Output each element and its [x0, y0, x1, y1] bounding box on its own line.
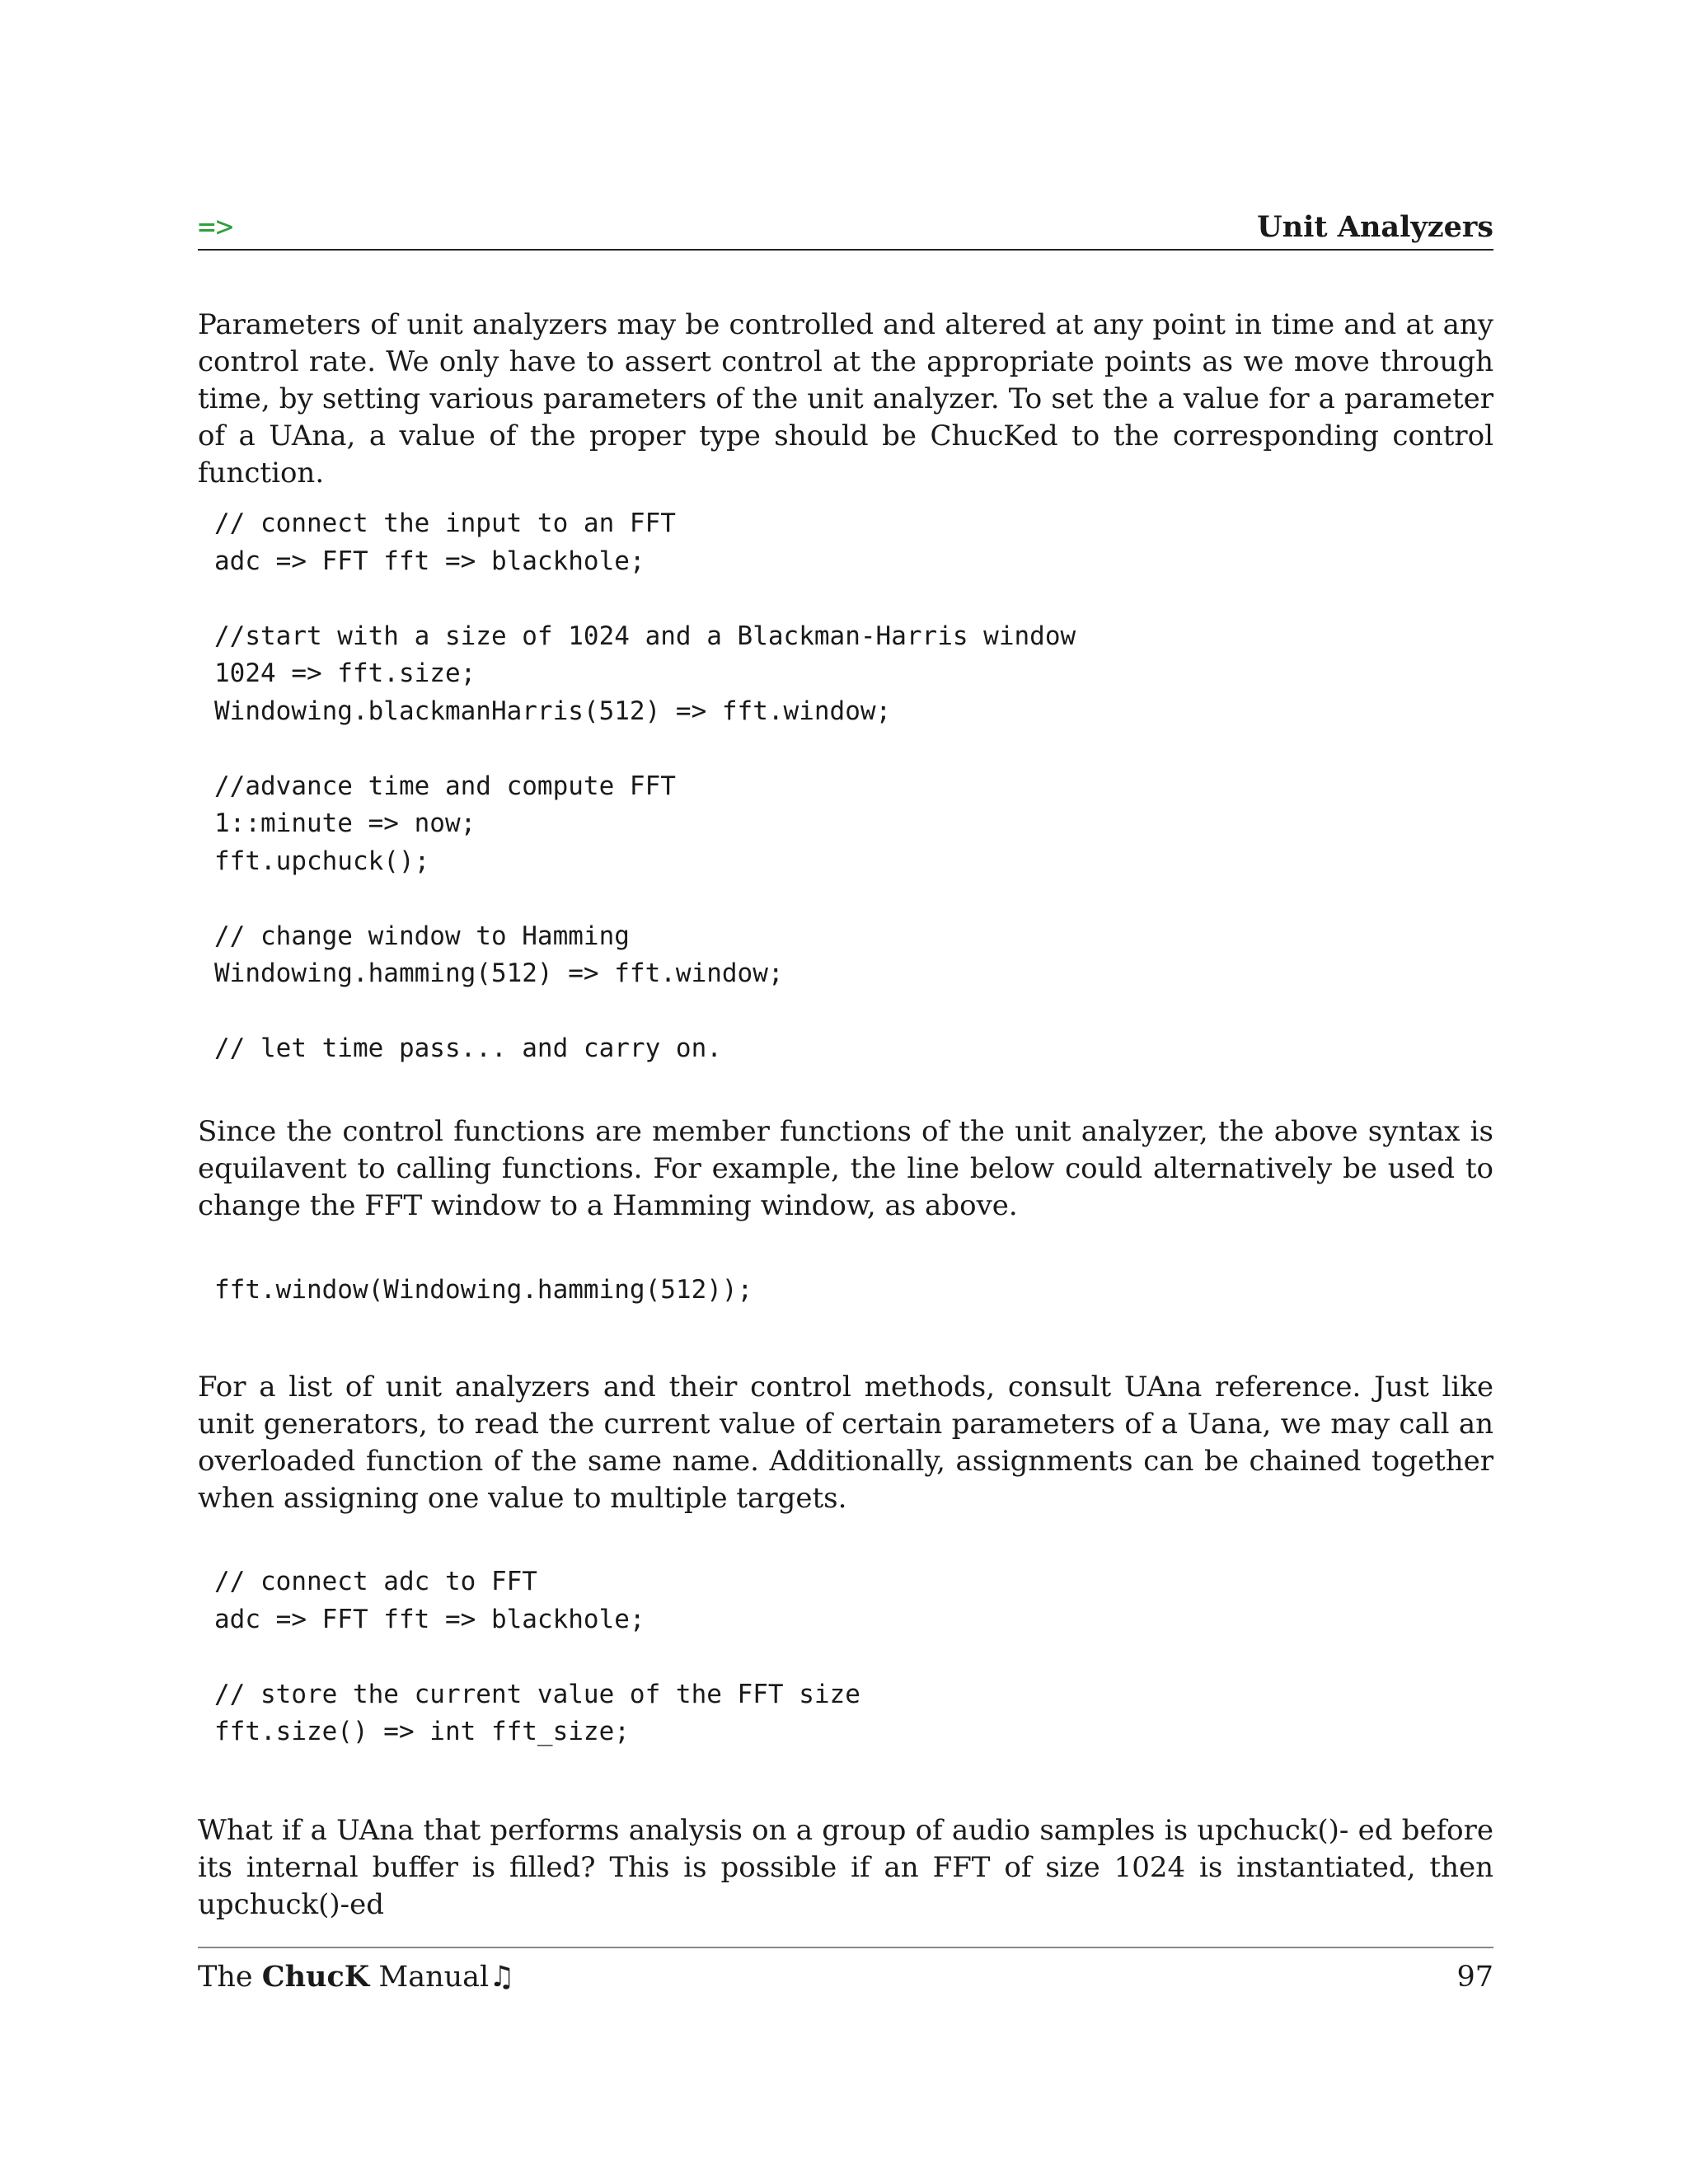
paragraph-intro: Parameters of unit analyzers may be controlled and altered at any point in time and at any control rate. We only have to assert control at the appropriate points as we move through time, by setting various parameters of the unit analyzer. To set the a value for a parameter of a UAna, a value of the proper type should be ChucKed to the corresponding control function. — [198, 308, 1493, 490]
music-note-icon: ♫ — [489, 1961, 515, 1994]
paragraph-member-functions: Since the control functions are member functions of the unit analyzer, the above syntax is equilavent to calling functions. For example, the line below could alternatively be used to change the FFT window to a Hamming window, as above. — [198, 1115, 1493, 1222]
code-block-window-call: fft.window(Windowing.hamming(512)); — [214, 1275, 753, 1305]
footer-brand: ChucK — [261, 1960, 370, 1994]
paragraph-uana-reference: For a list of unit analyzers and their control methods, consult UAna reference. Just like unit generators, to read the current value of certain parameters of a Uana, we may call an overloaded function of the same name. Additionally, assignments can be chained together when assigning one value to multiple targets. — [198, 1371, 1493, 1515]
manual-page — [198, 0, 1493, 2184]
code-block-fft-size: // connect adc to FFT adc => FFT fft => blackhole; // store the current value of the FFT size fft.size() => int fft_size; — [214, 1567, 860, 1746]
code-block-fft-control: // connect the input to an FFT adc => FFT fft => blackhole; //start with a size of 1024 and a Blackman-Harris window 1024 => fft.size; Windowing.blackmanHarris(512) => fft.window; //advance time and compute FFT 1::minute => now; fft.upchuck(); // change window to Hamming Windowing.hamming(512) => fft.window; // let time pass... and carry on. — [214, 509, 1076, 1063]
paragraph-buffer-question: What if a UAna that performs analysis on a group of audio samples is upchuck()- ed before its internal buffer is filled? This is possible if an FFT of size 1024 is instantiated, then upchuck()-ed — [198, 1814, 1493, 1921]
page-header — [198, 206, 1493, 251]
chuck-arrow-icon: => — [198, 210, 234, 244]
page-number: 97 — [1456, 1961, 1493, 1994]
section-title: Unit Analyzers — [1257, 210, 1493, 244]
footer-suffix: Manual — [378, 1961, 490, 1994]
footer-divider — [198, 1947, 1493, 1948]
footer-manual-title — [198, 1958, 515, 1996]
footer-prefix: The — [198, 1961, 253, 1994]
